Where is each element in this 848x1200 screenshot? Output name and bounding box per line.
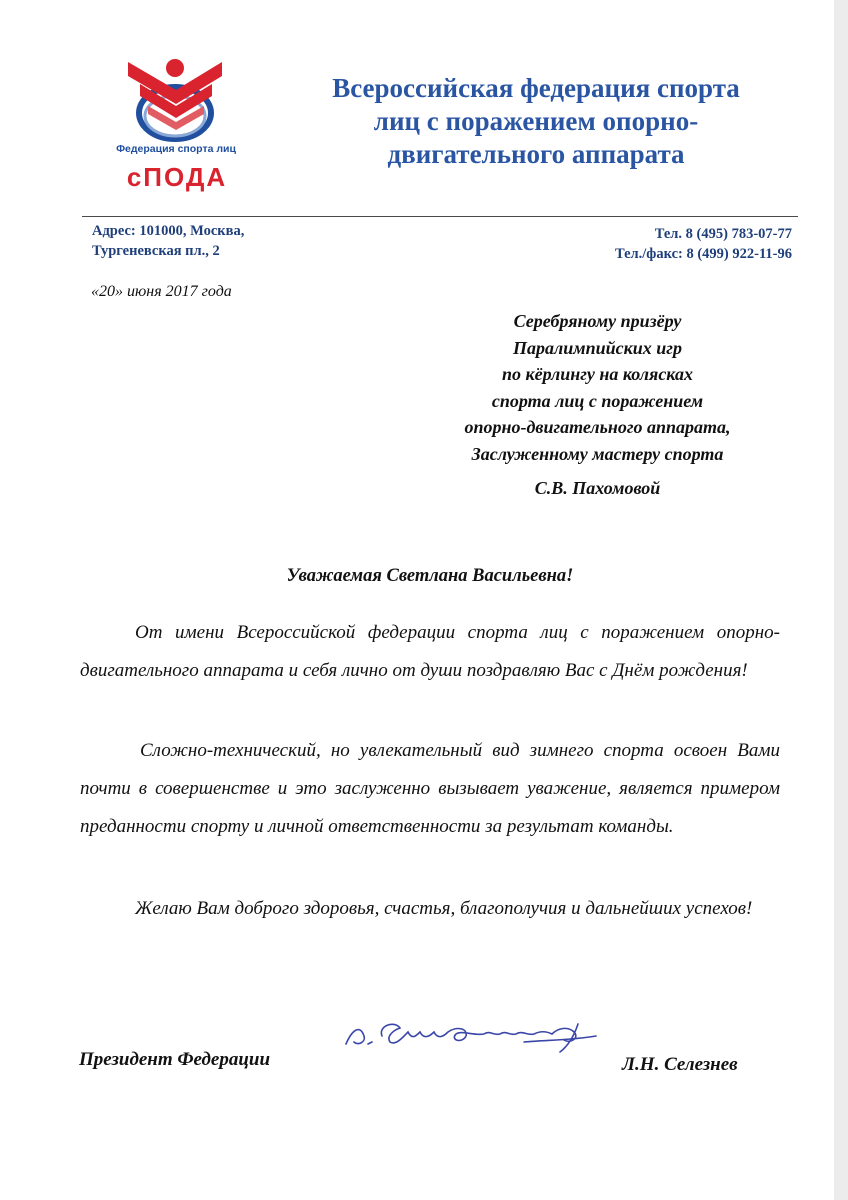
address-line: Адрес: 101000, Москва, — [92, 223, 245, 239]
logo-brand: сПОДА — [126, 162, 228, 192]
phone-line: Тел. 8 (495) 783-07-77 — [654, 226, 792, 242]
recipient-line: опорно-двигательного аппарата, — [464, 417, 731, 437]
organization-title — [286, 72, 786, 171]
organization-title-line: лиц с поражением опорно- — [373, 106, 699, 136]
recipient-line: Заслуженному мастеру спорта — [471, 443, 724, 464]
recipient-line: Паралимпийских игр — [513, 337, 682, 358]
recipient-line: Серебряному призёру — [513, 311, 682, 331]
scan-edge — [834, 0, 848, 1200]
header-divider — [82, 216, 798, 217]
handwritten-signature — [338, 1006, 618, 1058]
recipient-name: С.В. Пахомовой — [534, 478, 661, 498]
fax-line: Тел./факс: 8 (499) 922-11-96 — [614, 246, 792, 262]
recipient-line: спорта лиц с поражением — [491, 390, 704, 411]
address-line: Тургеневская пл., 2 — [92, 243, 220, 259]
phone-block — [615, 224, 792, 264]
address-block — [92, 221, 244, 261]
organization-title-line: двигательного аппарата — [387, 139, 685, 169]
body-paragraph: Желаю Вам доброго здоровья, счастья, благополучия и дальнейших успехов! — [135, 898, 753, 919]
letter-date: «20» июня 2017 года — [91, 283, 232, 300]
logo-caption: Федерация спорта лиц — [116, 143, 236, 155]
body-paragraph: От имени Всероссийской федерации спорта лиц с поражением опорно-двигательного аппарата и себя лично от души поздравляю Вас с Днём рождения! — [80, 622, 780, 681]
body-paragraph: Сложно-технический, но увлекательный вид зимнего спорта освоен Вами почти в совершенстве и это заслуженно вызывает уважение, является примером преданности спорту и личной ответственности за результат команды. — [80, 740, 780, 837]
signer-name: Л.Н. Селезнев — [622, 1054, 738, 1075]
recipient-line: по кёрлингу на колясках — [502, 364, 693, 384]
organization-title-line: Всероссийская федерация спорта — [332, 73, 740, 103]
recipient-block — [400, 308, 795, 502]
salutation: Уважаемая Светлана Васильевна! — [286, 566, 574, 586]
signer-title: Президент Федерации — [79, 1049, 271, 1070]
